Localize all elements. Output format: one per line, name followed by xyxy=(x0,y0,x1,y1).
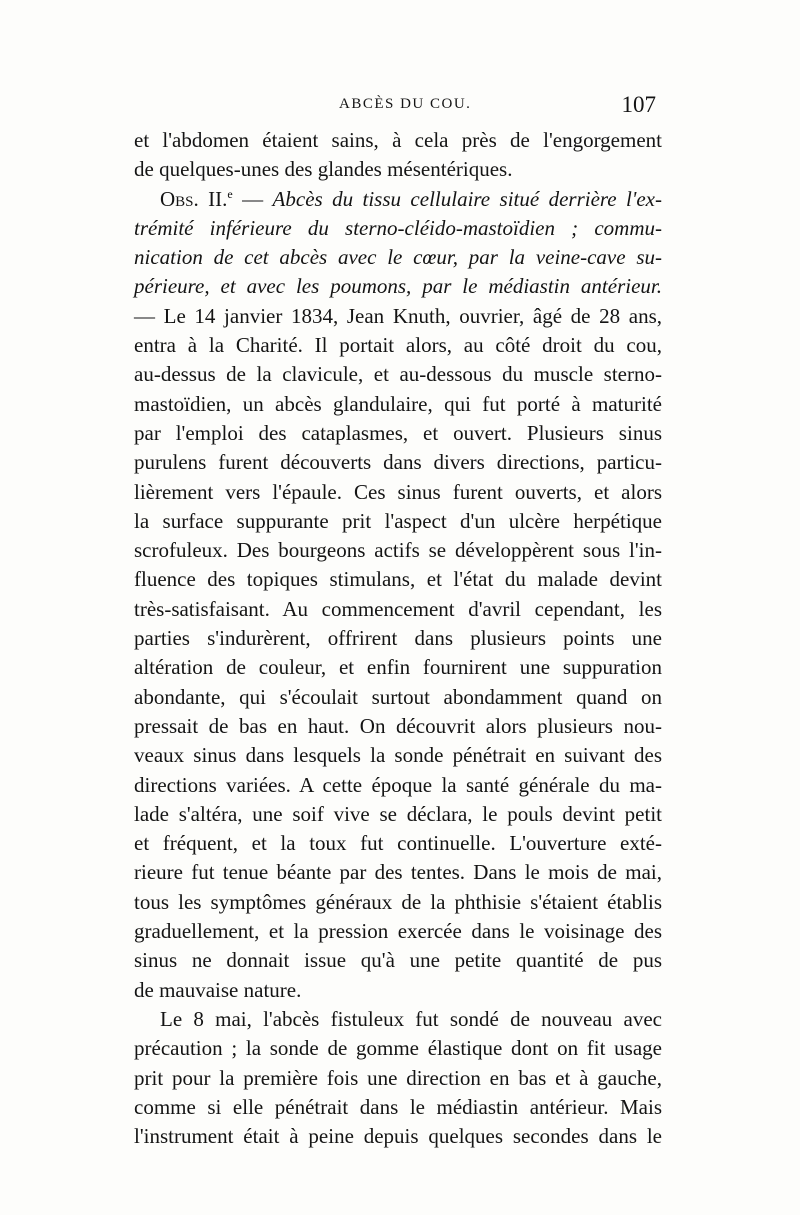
text-line xyxy=(134,829,662,858)
text-line xyxy=(134,976,662,1005)
text-line xyxy=(134,917,662,946)
text-line xyxy=(134,800,662,829)
text-fragment: e xyxy=(227,186,233,201)
text-fragment: lade s'altéra, une soif vive se déclara, le pouls devint petit xyxy=(134,801,662,826)
text-fragment: rieure fut tenue béante par des tentes. Dans le mois de mai, xyxy=(134,860,662,885)
text-fragment: au-dessus de la clavicule, et au-dessous du muscle sterno- xyxy=(134,362,662,387)
text-fragment: de mauvaise nature. xyxy=(134,977,302,1002)
text-line xyxy=(134,771,662,800)
text-line xyxy=(134,507,662,536)
text-line xyxy=(134,858,662,887)
text-fragment: l'instrument était à peine depuis quelques secondes dans le xyxy=(134,1124,662,1149)
text-fragment: parties s'indurèrent, offrirent dans plusieurs points une xyxy=(134,626,662,651)
text-fragment: entra à la Charité. Il portait alors, au côté droit du cou, xyxy=(134,333,662,358)
text-line xyxy=(134,888,662,917)
text-fragment: prit pour la première fois une direction en bas et à gauche, xyxy=(134,1065,662,1090)
text-line xyxy=(134,946,662,975)
text-fragment: tous les symptômes généraux de la phthisie s'étaient établis xyxy=(134,889,662,914)
text-fragment: Obs. II. xyxy=(160,186,228,211)
text-fragment: de quelques-unes des glandes mésentériques. xyxy=(134,157,513,182)
text-line xyxy=(134,448,662,477)
text-line xyxy=(134,272,662,301)
text-fragment: veaux sinus dans lesquels la sonde pénétrait en suivant des xyxy=(134,743,662,768)
text-line xyxy=(134,302,662,331)
text-line xyxy=(134,1093,662,1122)
text-fragment: et l'abdomen étaient sains, à cela près de l'engorgement xyxy=(134,128,662,152)
text-fragment: fluence des topiques stimulans, et l'état du malade devint xyxy=(134,567,662,592)
text-fragment: directions variées. A cette époque la santé générale du ma- xyxy=(134,772,662,797)
text-fragment: périeure, et avec les poumons, par le médiastin antérieur. xyxy=(134,274,662,299)
text-fragment: — Le 14 janvier 1834, Jean Knuth, ouvrier, âgé de 28 ans, xyxy=(134,303,662,328)
text-line xyxy=(134,653,662,682)
text-fragment: précaution ; la sonde de gomme élastique dont on fit usage xyxy=(134,1036,662,1061)
text-line xyxy=(134,155,662,184)
text-line xyxy=(134,126,662,155)
text-line xyxy=(134,478,662,507)
text-fragment: — xyxy=(232,186,273,211)
text-fragment: très-satisfaisant. Au commencement d'avril cependant, les xyxy=(134,596,662,621)
text-fragment: lièrement vers l'épaule. Ces sinus furent ouverts, et alors xyxy=(134,479,662,504)
text-line xyxy=(134,214,662,243)
text-line xyxy=(134,360,662,389)
text-fragment: trémité inférieure du sterno-cléido-mastoïdien ; commu- xyxy=(134,215,662,240)
text-line xyxy=(134,712,662,741)
text-line xyxy=(134,1034,662,1063)
text-fragment: scrofuleux. Des bourgeons actifs se développèrent sous l'in- xyxy=(134,538,662,563)
text-line xyxy=(134,243,662,272)
text-fragment: sinus ne donnait issue qu'à une petite quantité de pus xyxy=(134,948,662,973)
text-fragment: Abcès du tissu cellulaire situé derrière l'ex- xyxy=(272,186,662,211)
text-line xyxy=(134,1064,662,1093)
page-header xyxy=(134,94,664,124)
text-line xyxy=(134,624,662,653)
page-number: 107 xyxy=(621,92,656,117)
text-fragment: par l'emploi des cataplasmes, et ouvert. Plusieurs sinus xyxy=(134,420,662,445)
text-fragment: comme si elle pénétrait dans le médiastin antérieur. Mais xyxy=(134,1094,662,1119)
text-fragment: purulens furent découverts dans divers directions, particu- xyxy=(134,450,662,475)
text-fragment: abondante, qui s'écoulait surtout abondamment quand on xyxy=(134,684,662,709)
text-fragment: altération de couleur, et enfin fournirent une suppuration xyxy=(134,655,662,680)
text-line xyxy=(134,683,662,712)
text-fragment: et fréquent, et la toux fut continuelle. L'ouverture exté- xyxy=(134,831,662,856)
text-line xyxy=(134,741,662,770)
text-fragment: pressait de bas en haut. On découvrit alors plusieurs nou- xyxy=(134,713,662,738)
text-fragment: nication de cet abcès avec le cœur, par la veine-cave su- xyxy=(134,245,662,270)
text-line xyxy=(134,595,662,624)
text-fragment: Le 8 mai, l'abcès fistuleux fut sondé de nouveau avec xyxy=(160,1006,662,1031)
text-line xyxy=(134,1005,662,1034)
text-fragment: graduellement, et la pression exercée dans le voisinage des xyxy=(134,919,662,944)
text-line xyxy=(134,390,662,419)
text-fragment: la surface suppurante prit l'aspect d'un ulcère herpétique xyxy=(134,508,662,533)
text-line xyxy=(134,331,662,360)
text-line xyxy=(134,185,662,214)
text-line xyxy=(134,419,662,448)
body-text xyxy=(134,126,662,1151)
text-line xyxy=(134,1122,662,1151)
running-title: ABCÈS DU COU. xyxy=(339,96,472,112)
text-line xyxy=(134,565,662,594)
text-fragment: mastoïdien, un abcès glandulaire, qui fut porté à maturité xyxy=(134,391,662,416)
text-line xyxy=(134,536,662,565)
